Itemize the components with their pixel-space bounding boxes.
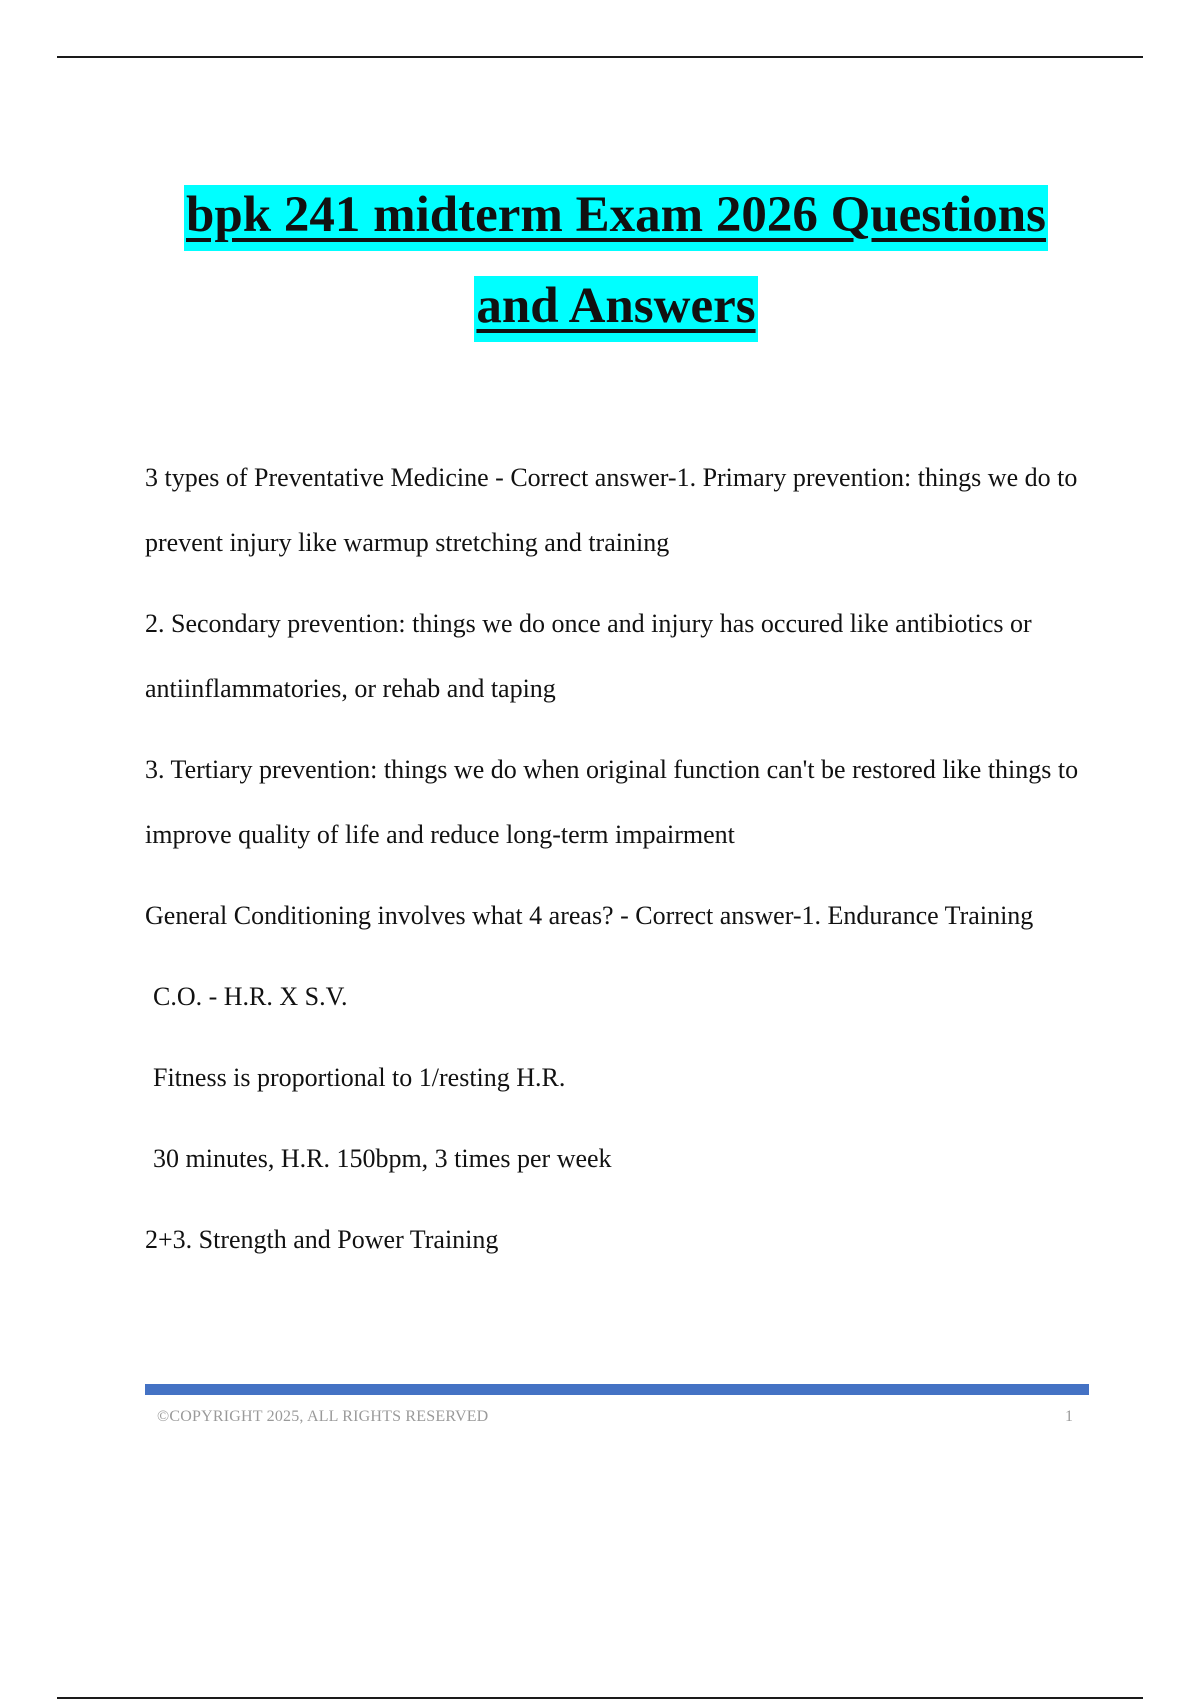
document-body [145, 445, 1105, 1288]
bottom-rule [57, 1697, 1143, 1699]
title-line-2: and Answers [474, 276, 757, 342]
footer-accent-bar [145, 1384, 1089, 1395]
paragraph-preventative-medicine: 3 types of Preventative Medicine - Correct answer-1. Primary prevention: things we do to prevent injury like warmup stretching and training [145, 463, 1078, 557]
paragraph-training-guideline: 30 minutes, H.R. 150bpm, 3 times per week [153, 1144, 612, 1173]
document-title [60, 170, 1172, 352]
paragraph-tertiary-prevention: 3. Tertiary prevention: things we do when original function can't be restored like things to improve quality of life and reduce long-term impairment [145, 755, 1079, 849]
paragraph-strength-power: 2+3. Strength and Power Training [145, 1225, 499, 1254]
footer-page-number: 1 [1065, 1408, 1073, 1425]
paragraph-general-conditioning: General Conditioning involves what 4 areas? - Correct answer-1. Endurance Training [145, 901, 1034, 930]
title-line-1: bpk 241 midterm Exam 2026 Questions [184, 185, 1048, 251]
top-rule [57, 56, 1143, 58]
footer-copyright: ©COPYRIGHT 2025, ALL RIGHTS RESERVED [157, 1408, 489, 1425]
paragraph-fitness-hr: Fitness is proportional to 1/resting H.R. [153, 1063, 566, 1092]
paragraph-secondary-prevention: 2. Secondary prevention: things we do once and injury has occured like antibiotics or antiinflammatories, or rehab and taping [145, 609, 1032, 703]
paragraph-cardiac-output: C.O. - H.R. X S.V. [153, 982, 348, 1011]
